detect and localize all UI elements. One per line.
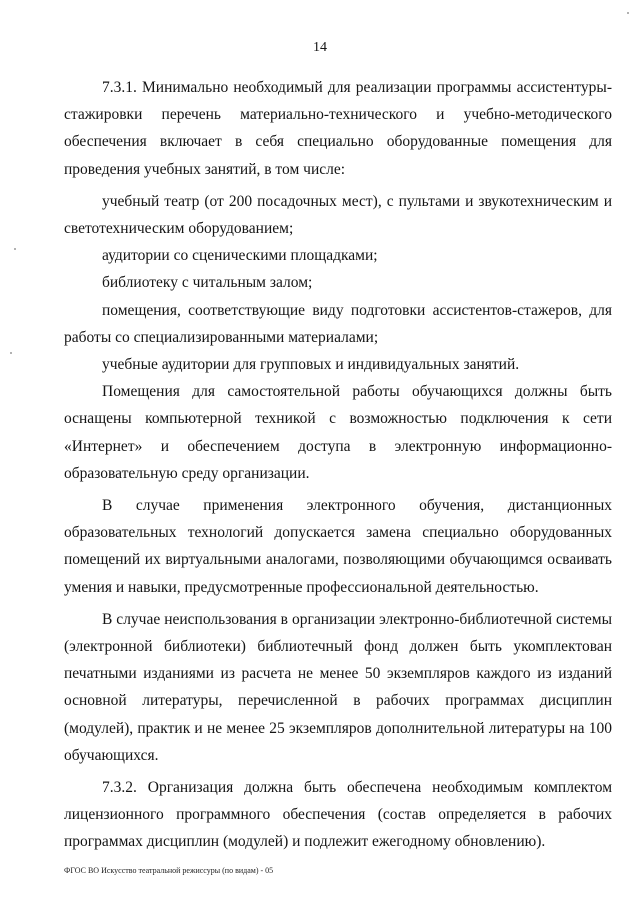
page-number: 14: [313, 40, 327, 55]
scan-artifact: [10, 352, 12, 354]
list-item-auditoriums-stage: аудитории со сценическими площадками;: [102, 247, 378, 265]
list-item-theatre: учебный театр (от 200 посадочных мест), с пультами и звукотехническим и светотехническим оборудованием;: [64, 192, 612, 238]
list-item-library: библиотеку с читальным залом;: [102, 274, 313, 292]
scan-artifact: [14, 248, 16, 250]
list-item-group-auditoriums: учебные аудитории для групповых и индивидуальных занятий.: [102, 356, 520, 374]
footer-text: ФГОС ВО Искусство театральной режиссуры (по видам) - 05: [64, 866, 274, 875]
paragraph-7-3-2-software: 7.3.2. Организация должна быть обеспечена необходимым комплектом лицензионного программного обеспечения (состав определяется в рабочих программах дисциплин (модулей) и подлежит ежегодному обновлению).: [64, 779, 612, 851]
paragraph-library-fund: В случае неиспользования в организации электронно-библиотечной системы (электронной библиотеки) библиотечный фонд должен быть укомплектован печатными изданиями из расчета не менее 50 экземпляров каждого из изданий основной литературы, перечисленной в рабочих программах дисциплин (модулей), практик и не менее 25 экземпляров дополнительной литературы на 100 обучающихся.: [64, 610, 612, 764]
paragraph-self-study-rooms: Помещения для самостоятельной работы обучающихся должны быть оснащены компьютерной техникой с возможностью подключения к сети «Интернет» и обеспечением доступа в электронную информационно-образовательную среду организации.: [64, 383, 612, 482]
scan-artifact: [627, 12, 629, 14]
paragraph-e-learning: В случае применения электронного обучения, дистанционных образовательных технологий допускается замена специально оборудованных помещений их виртуальными аналогами, позволяющими обучающимся осваивать умения и навыки, предусмотренные профессиональной деятельностью.: [64, 497, 612, 596]
list-item-specialized-rooms: помещения, соответствующие виду подготовки ассистентов-стажеров, для работы со специализированными материалами;: [64, 301, 612, 346]
document-body: [64, 74, 612, 856]
paragraph-7-3-1-intro: 7.3.1. Минимально необходимый для реализации программы ассистентуры-стажировки перечень материально-технического и учебно-методического обеспечения включает в себя специально оборудованные помещения для проведения учебных занятий, в том числе:: [64, 79, 612, 178]
